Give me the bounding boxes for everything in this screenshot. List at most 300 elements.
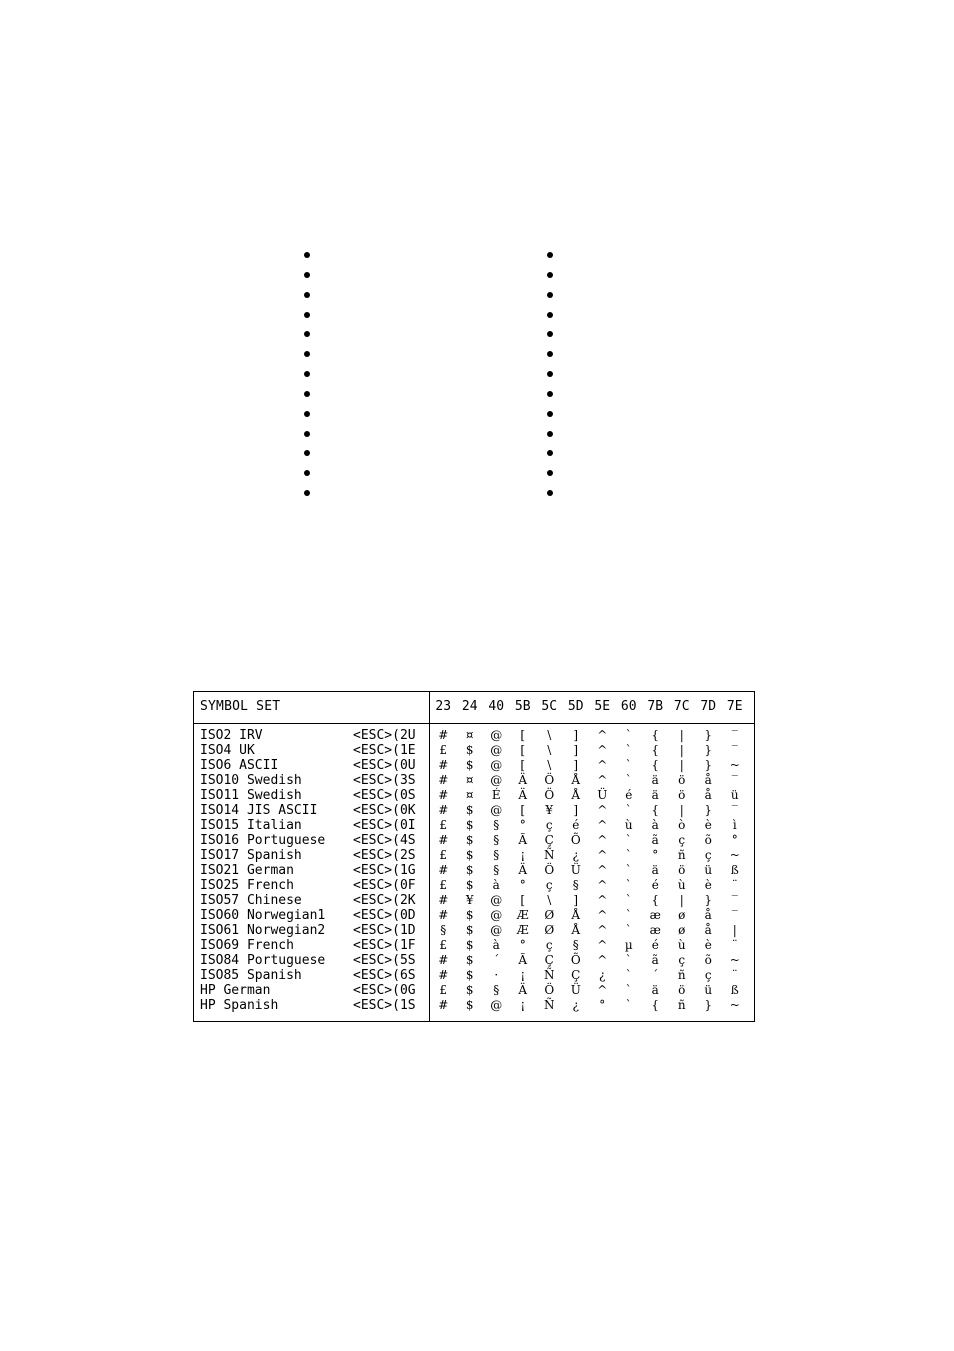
- table-row: [194, 908, 754, 923]
- character-cell: Ñ: [544, 998, 555, 1012]
- table-row: [194, 728, 754, 743]
- character-cell: ^: [597, 938, 608, 952]
- character-cell: [: [520, 893, 526, 907]
- character-cell: $: [465, 878, 474, 892]
- character-cell: Ñ: [544, 968, 555, 982]
- code-header: 5D: [567, 699, 584, 714]
- escape-sequence: <ESC>(2S: [353, 848, 416, 863]
- character-cell: $: [465, 833, 474, 847]
- character-cell: @: [490, 998, 503, 1012]
- table-row: [194, 788, 754, 803]
- bullet: [304, 331, 310, 337]
- character-cell: ä: [651, 863, 659, 877]
- character-cell: §: [493, 983, 500, 997]
- character-cell: §: [493, 833, 500, 847]
- character-cell: å: [704, 908, 712, 922]
- character-cell: Ç: [544, 953, 554, 967]
- character-cell: `: [625, 998, 632, 1012]
- character-cell: ^: [597, 893, 608, 907]
- character-cell: `: [625, 833, 632, 847]
- character-cell: £: [439, 848, 448, 862]
- symbol-set-name: HP Spanish: [200, 998, 279, 1013]
- character-cell: $: [465, 848, 474, 862]
- bullet: [547, 292, 553, 298]
- character-cell: Ö: [544, 863, 555, 877]
- character-cell: Ø: [544, 923, 555, 937]
- character-cell: \: [547, 758, 552, 772]
- character-cell: \: [547, 743, 552, 757]
- character-cell: $: [465, 908, 474, 922]
- character-cell: $: [465, 803, 474, 817]
- escape-sequence: <ESC>(0F: [353, 878, 416, 893]
- escape-sequence: <ESC>(4S: [353, 833, 416, 848]
- table-row: [194, 833, 754, 848]
- character-cell: ^: [597, 983, 608, 997]
- bullet: [547, 391, 553, 397]
- character-cell: ç: [678, 833, 686, 847]
- bullet: [304, 252, 310, 258]
- character-cell: Ç: [544, 833, 554, 847]
- character-cell: °: [652, 848, 659, 862]
- character-cell: `: [625, 848, 632, 862]
- escape-sequence: <ESC>(1D: [353, 923, 416, 938]
- character-cell: @: [490, 893, 503, 907]
- escape-sequence: <ESC>(0S: [353, 788, 416, 803]
- bullet: [304, 391, 310, 397]
- character-cell: ]: [573, 893, 579, 907]
- character-cell: æ: [649, 923, 661, 937]
- character-cell: Õ: [570, 833, 581, 847]
- character-cell: #: [438, 908, 449, 922]
- character-cell: ã: [651, 953, 659, 967]
- character-cell: \: [547, 728, 552, 742]
- character-cell: è: [704, 818, 712, 832]
- character-cell: ç: [678, 953, 686, 967]
- character-cell: @: [490, 803, 503, 817]
- bullet: [547, 351, 553, 357]
- character-cell: ¤: [465, 773, 474, 787]
- character-cell: å: [704, 923, 712, 937]
- character-cell: ù: [677, 938, 686, 952]
- character-cell: `: [625, 863, 632, 877]
- character-cell: }: [704, 728, 713, 742]
- escape-sequence: <ESC>(0U: [353, 758, 416, 773]
- character-cell: ´: [652, 968, 659, 982]
- symbol-set-name: ISO2 IRV: [200, 728, 263, 743]
- character-cell: ~: [729, 998, 740, 1012]
- character-cell: #: [438, 968, 449, 982]
- symbol-set-name: ISO6 ASCII: [200, 758, 279, 773]
- character-cell: £: [439, 818, 448, 832]
- escape-sequence: <ESC>(6S: [353, 968, 416, 983]
- escape-sequence: <ESC>(1S: [353, 998, 416, 1013]
- character-cell: #: [438, 893, 449, 907]
- character-cell: ^: [597, 923, 608, 937]
- escape-sequence: <ESC>(3S: [353, 773, 416, 788]
- character-cell: ã: [651, 833, 659, 847]
- table-row: [194, 773, 754, 788]
- character-cell: ^: [597, 743, 608, 757]
- bullet: [304, 292, 310, 298]
- symbol-set-name: ISO84 Portuguese: [200, 953, 326, 968]
- character-cell: Å: [571, 788, 581, 802]
- character-cell: ]: [573, 743, 579, 757]
- character-cell: Å: [571, 923, 581, 937]
- character-cell: `: [625, 803, 632, 817]
- character-cell: à: [651, 818, 659, 832]
- character-cell: Ñ: [544, 848, 555, 862]
- character-cell: ç: [545, 818, 553, 832]
- character-cell: Å: [571, 908, 581, 922]
- symbol-set-name: ISO16 Portuguese: [200, 833, 326, 848]
- character-cell: £: [439, 878, 448, 892]
- character-cell: É: [491, 788, 501, 802]
- character-cell: æ: [649, 908, 661, 922]
- bullet: [304, 351, 310, 357]
- table-row: [194, 758, 754, 773]
- character-cell: ñ: [677, 998, 686, 1012]
- character-cell: @: [490, 908, 503, 922]
- character-cell: ç: [704, 848, 712, 862]
- character-cell: ø: [678, 923, 686, 937]
- character-cell: £: [439, 743, 448, 757]
- header-divider: [194, 723, 754, 724]
- character-cell: ~: [729, 758, 740, 772]
- character-cell: #: [438, 773, 449, 787]
- character-cell: ß: [730, 983, 739, 997]
- character-cell: ^: [597, 953, 608, 967]
- character-cell: °: [519, 938, 526, 952]
- character-cell: |: [679, 893, 684, 907]
- symbol-set-name: ISO4 UK: [200, 743, 255, 758]
- bullet: [547, 431, 553, 437]
- character-cell: §: [493, 863, 500, 877]
- character-cell: $: [465, 983, 474, 997]
- character-cell: `: [625, 773, 632, 787]
- character-cell: \: [547, 893, 552, 907]
- character-cell: ^: [597, 848, 608, 862]
- character-cell: ~: [729, 953, 740, 967]
- character-cell: ñ: [677, 848, 686, 862]
- character-cell: [: [520, 728, 526, 742]
- symbol-set-name: ISO57 Chinese: [200, 893, 302, 908]
- character-cell: ñ: [677, 968, 686, 982]
- character-cell: ä: [651, 788, 659, 802]
- character-cell: ä: [651, 773, 659, 787]
- character-cell: ¤: [465, 728, 474, 742]
- character-cell: ]: [573, 758, 579, 772]
- character-cell: ø: [678, 908, 686, 922]
- character-cell: §: [572, 878, 579, 892]
- bullet: [547, 450, 553, 456]
- table-row: [194, 923, 754, 938]
- bullet: [547, 312, 553, 318]
- symbol-set-name: HP German: [200, 983, 271, 998]
- character-cell: }: [704, 803, 713, 817]
- character-cell: |: [679, 728, 684, 742]
- character-cell: ¨: [731, 938, 738, 952]
- character-cell: ^: [597, 758, 608, 772]
- character-cell: é: [625, 788, 633, 802]
- character-cell: £: [439, 938, 448, 952]
- character-cell: |: [679, 743, 684, 757]
- character-cell: õ: [704, 953, 712, 967]
- character-cell: Ä: [518, 863, 528, 877]
- symbol-set-name: ISO15 Italian: [200, 818, 302, 833]
- character-cell: ¿: [572, 848, 579, 862]
- character-cell: Ã: [518, 833, 528, 847]
- symbol-set-name: ISO21 German: [200, 863, 294, 878]
- character-cell: ö: [678, 773, 686, 787]
- character-cell: ‾: [731, 743, 738, 757]
- character-cell: ´: [493, 953, 500, 967]
- symbol-set-name: ISO60 Norwegian1: [200, 908, 326, 923]
- bullet: [304, 411, 310, 417]
- character-cell: µ: [624, 938, 633, 952]
- character-cell: ù: [677, 878, 686, 892]
- escape-sequence: <ESC>(2K: [353, 893, 416, 908]
- table-row: [194, 863, 754, 878]
- escape-sequence: <ESC>(0I: [353, 818, 416, 833]
- character-cell: °: [599, 998, 606, 1012]
- character-cell: `: [625, 968, 632, 982]
- character-cell: ö: [678, 983, 686, 997]
- symbol-set-name: ISO61 Norwegian2: [200, 923, 326, 938]
- character-cell: Ø: [544, 908, 555, 922]
- character-cell: ^: [597, 878, 608, 892]
- table-row: [194, 968, 754, 983]
- character-cell: $: [465, 758, 474, 772]
- character-cell: é: [651, 938, 659, 952]
- character-cell: §: [493, 818, 500, 832]
- character-cell: Ü: [570, 863, 581, 877]
- character-cell: $: [465, 818, 474, 832]
- character-cell: Å: [571, 773, 581, 787]
- character-cell: Æ: [516, 908, 529, 922]
- character-cell: ù: [624, 818, 633, 832]
- character-cell: è: [704, 878, 712, 892]
- character-cell: ¨: [731, 878, 738, 892]
- symbol-set-name: ISO14 JIS ASCII: [200, 803, 318, 818]
- bullet: [304, 431, 310, 437]
- character-cell: {: [651, 728, 660, 742]
- character-cell: à: [492, 878, 500, 892]
- character-cell: {: [651, 743, 660, 757]
- character-cell: $: [465, 938, 474, 952]
- character-cell: ‾: [731, 908, 738, 922]
- character-cell: ^: [597, 728, 608, 742]
- character-cell: Ö: [544, 983, 555, 997]
- code-header: 5C: [541, 699, 558, 714]
- bullet: [304, 470, 310, 476]
- character-cell: ò: [678, 818, 686, 832]
- escape-sequence: <ESC>(2U: [353, 728, 416, 743]
- character-cell: §: [440, 923, 447, 937]
- character-cell: `: [625, 728, 632, 742]
- character-cell: £: [439, 983, 448, 997]
- character-cell: `: [625, 983, 632, 997]
- character-cell: `: [625, 878, 632, 892]
- character-cell: #: [438, 833, 449, 847]
- character-cell: @: [490, 758, 503, 772]
- character-cell: {: [651, 893, 660, 907]
- character-cell: õ: [704, 833, 712, 847]
- bullet: [547, 490, 553, 496]
- character-cell: `: [625, 758, 632, 772]
- character-cell: ì: [732, 818, 737, 832]
- character-cell: @: [490, 743, 503, 757]
- escape-sequence: <ESC>(5S: [353, 953, 416, 968]
- character-cell: è: [704, 938, 712, 952]
- code-header: 7C: [673, 699, 690, 714]
- escape-sequence: <ESC>(0G: [353, 983, 416, 998]
- escape-sequence: <ESC>(1G: [353, 863, 416, 878]
- character-cell: ü: [704, 983, 713, 997]
- character-cell: {: [651, 998, 660, 1012]
- symbol-set-name: ISO10 Swedish: [200, 773, 302, 788]
- table-row: [194, 818, 754, 833]
- character-cell: °: [519, 878, 526, 892]
- character-cell: ¤: [465, 788, 474, 802]
- code-header: 40: [488, 699, 505, 714]
- table-row: [194, 998, 754, 1013]
- character-cell: Ö: [544, 788, 555, 802]
- character-cell: }: [704, 998, 713, 1012]
- character-cell: ç: [545, 878, 553, 892]
- bullet: [547, 252, 553, 258]
- character-cell: ö: [678, 788, 686, 802]
- character-cell: @: [490, 773, 503, 787]
- character-cell: #: [438, 998, 449, 1012]
- table-row: [194, 893, 754, 908]
- character-cell: #: [438, 758, 449, 772]
- character-cell: ^: [597, 818, 608, 832]
- table-row: [194, 803, 754, 818]
- symbol-set-table: [193, 691, 755, 1022]
- symbol-set-header: SYMBOL SET: [200, 699, 281, 714]
- character-cell: ~: [729, 848, 740, 862]
- character-cell: ¡: [520, 998, 526, 1012]
- character-cell: ^: [597, 803, 608, 817]
- character-cell: ç: [704, 968, 712, 982]
- character-cell: Ã: [518, 953, 528, 967]
- table-row: [194, 878, 754, 893]
- character-cell: ç: [545, 938, 553, 952]
- character-cell: é: [651, 878, 659, 892]
- character-cell: ä: [651, 983, 659, 997]
- character-cell: #: [438, 803, 449, 817]
- bullet: [547, 371, 553, 377]
- character-cell: `: [625, 953, 632, 967]
- escape-sequence: <ESC>(1F: [353, 938, 416, 953]
- character-cell: ·: [494, 968, 499, 982]
- escape-sequence: <ESC>(1E: [353, 743, 416, 758]
- bullet: [304, 371, 310, 377]
- character-cell: |: [679, 803, 684, 817]
- character-cell: ^: [597, 833, 608, 847]
- character-cell: Ü: [570, 983, 581, 997]
- character-cell: [: [520, 758, 526, 772]
- symbol-set-name: ISO85 Spanish: [200, 968, 302, 983]
- symbol-set-name: ISO11 Swedish: [200, 788, 302, 803]
- character-cell: Æ: [516, 923, 529, 937]
- character-cell: ‾: [731, 728, 738, 742]
- bullet: [304, 450, 310, 456]
- character-cell: |: [679, 758, 684, 772]
- code-header: 7B: [647, 699, 664, 714]
- character-cell: `: [625, 743, 632, 757]
- character-cell: ]: [573, 728, 579, 742]
- character-cell: ‾: [731, 893, 738, 907]
- character-cell: ^: [597, 773, 608, 787]
- character-cell: Ü: [597, 788, 608, 802]
- code-header: 60: [620, 699, 637, 714]
- character-cell: `: [625, 923, 632, 937]
- table-row: [194, 953, 754, 968]
- escape-sequence: <ESC>(0K: [353, 803, 416, 818]
- character-cell: Ä: [518, 983, 528, 997]
- code-header: 5B: [514, 699, 531, 714]
- character-cell: ü: [730, 788, 739, 802]
- character-cell: #: [438, 863, 449, 877]
- symbol-set-name: ISO69 French: [200, 938, 294, 953]
- character-cell: ß: [730, 863, 739, 877]
- character-cell: $: [465, 923, 474, 937]
- character-cell: #: [438, 788, 449, 802]
- code-header: 23: [435, 699, 452, 714]
- code-header: 24: [461, 699, 478, 714]
- character-cell: }: [704, 743, 713, 757]
- character-cell: $: [465, 743, 474, 757]
- symbol-set-name: ISO17 Spanish: [200, 848, 302, 863]
- character-cell: @: [490, 728, 503, 742]
- character-cell: é: [572, 818, 580, 832]
- code-header: 7D: [700, 699, 717, 714]
- character-cell: ¥: [545, 803, 554, 817]
- character-cell: [: [520, 803, 526, 817]
- character-cell: `: [625, 908, 632, 922]
- bullet: [547, 331, 553, 337]
- table-row: [194, 743, 754, 758]
- character-cell: °: [731, 833, 738, 847]
- character-cell: å: [704, 773, 712, 787]
- character-cell: |: [732, 923, 737, 937]
- character-cell: {: [651, 803, 660, 817]
- character-cell: å: [704, 788, 712, 802]
- character-cell: ¿: [572, 998, 579, 1012]
- character-cell: {: [651, 758, 660, 772]
- character-cell: ‾: [731, 773, 738, 787]
- character-cell: Ä: [518, 788, 528, 802]
- character-cell: ¿: [599, 968, 606, 982]
- character-cell: ¨: [731, 968, 738, 982]
- bullet-column-left: [304, 252, 310, 510]
- character-cell: à: [492, 938, 500, 952]
- character-cell: ¡: [520, 968, 526, 982]
- character-cell: }: [704, 893, 713, 907]
- code-header: 5E: [594, 699, 611, 714]
- table-row: [194, 938, 754, 953]
- character-cell: ‾: [731, 803, 738, 817]
- character-cell: ]: [573, 803, 579, 817]
- bullet: [547, 470, 553, 476]
- character-cell: °: [519, 818, 526, 832]
- bullet: [304, 312, 310, 318]
- character-cell: Ç: [571, 968, 581, 982]
- bullet: [547, 411, 553, 417]
- symbol-set-name: ISO25 French: [200, 878, 294, 893]
- character-cell: ¡: [520, 848, 526, 862]
